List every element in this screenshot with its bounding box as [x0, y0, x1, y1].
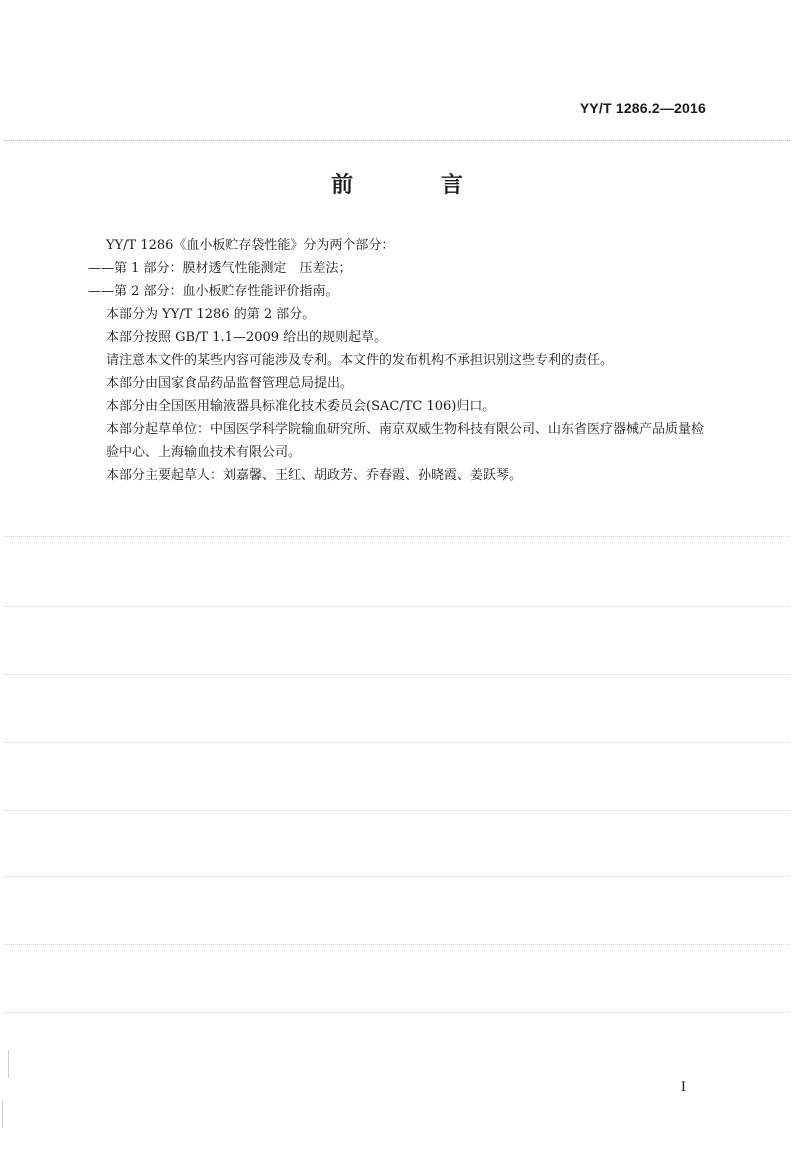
paragraph-this-part: 本部分为 YY/T 1286 的第 2 部分。 — [106, 307, 316, 322]
scan-line — [4, 674, 790, 675]
paragraph-drafting-rules: 本部分按照 GB/T 1.1—2009 给出的规则起草。 — [106, 330, 388, 345]
scan-mark — [8, 1050, 9, 1078]
scan-line — [4, 742, 790, 743]
scan-line — [4, 944, 790, 945]
foreword-body — [88, 234, 708, 487]
paragraph-part-1: ——第 1 部分：膜材透气性能测定 压差法； — [88, 261, 352, 276]
page-title: 前 言 — [331, 172, 503, 198]
paragraph-drafters: 本部分主要起草人：刘嘉馨、王红、胡政芳、乔春霞、孙晓霞、姜跃琴。 — [106, 468, 523, 483]
page-number: I — [680, 1080, 686, 1095]
scan-line — [4, 876, 790, 877]
scan-mark — [2, 1100, 3, 1128]
scan-line — [4, 606, 790, 607]
scan-line — [4, 1012, 790, 1013]
paragraph-committee: 本部分由全国医用输液器具标准化技术委员会(SAC/TC 106)归口。 — [106, 399, 496, 414]
paragraph-proposer: 本部分由国家食品药品监督管理总局提出。 — [106, 376, 354, 391]
standard-number: YY/T 1286.2—2016 — [579, 100, 706, 116]
scan-line — [4, 810, 790, 811]
scan-line — [4, 536, 790, 537]
paragraph-part-2: ——第 2 部分：血小板贮存性能评价指南。 — [88, 284, 339, 299]
paragraph-parts-intro: YY/T 1286《血小板贮存袋性能》分为两个部分： — [106, 238, 395, 253]
paragraph-drafting-units: 本部分起草单位：中国医学科学院输血研究所、南京双威生物科技有限公司、山东省医疗器械产品质量检验中心、上海输血技术有限公司。 — [106, 422, 705, 460]
paragraph-patent-notice: 请注意本文件的某些内容可能涉及专利。本文件的发布机构不承担识别这些专利的责任。 — [106, 353, 614, 368]
header-rule — [4, 140, 790, 141]
